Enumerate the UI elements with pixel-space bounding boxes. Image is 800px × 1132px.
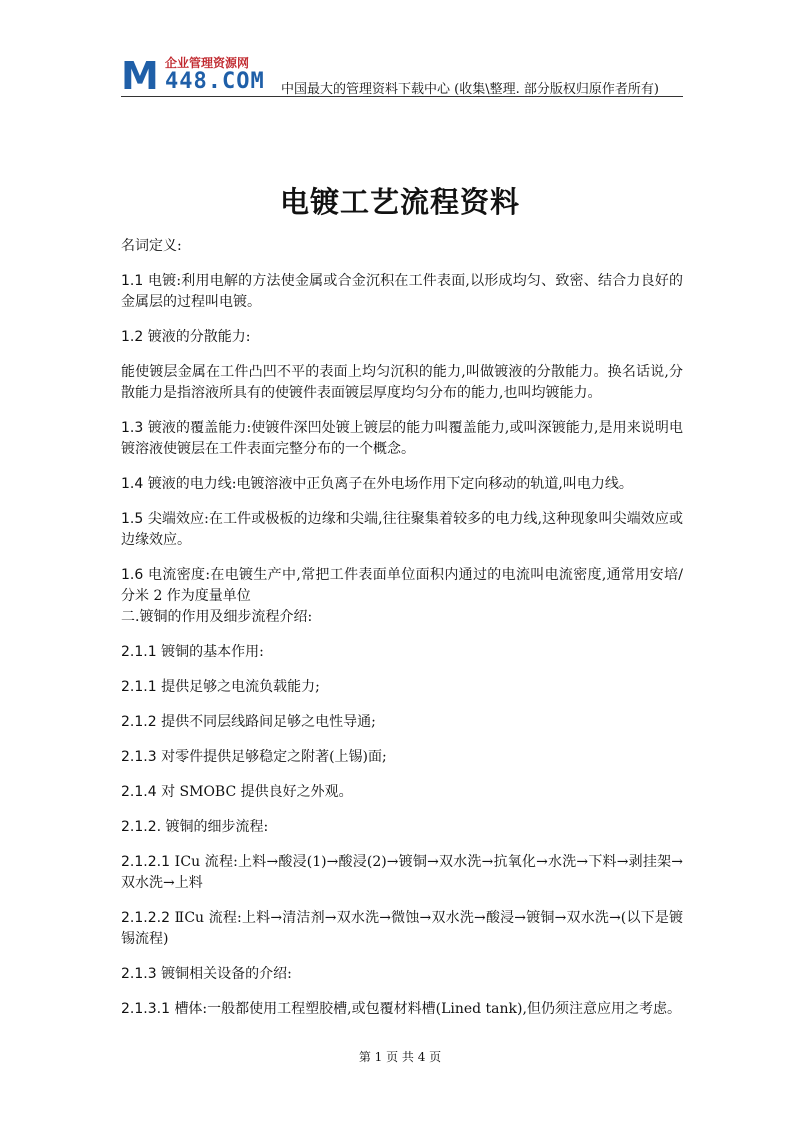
section-number: 2.1.2 bbox=[121, 714, 157, 730]
paragraph-text: ⅡCu 流程:上料→清洁剂→双水洗→微蚀→双水洗→酸浸→镀铜→双水洗→(以下是镀锡流程) bbox=[121, 910, 683, 947]
paragraph bbox=[121, 677, 683, 698]
logo-mark: M bbox=[121, 54, 157, 98]
paragraph bbox=[121, 747, 683, 768]
section-number: 2.1.3.1 bbox=[121, 1001, 170, 1017]
paragraph bbox=[121, 236, 683, 257]
section-number: 2.1.3 bbox=[121, 966, 157, 982]
paragraph bbox=[121, 964, 683, 985]
paragraph bbox=[121, 852, 683, 894]
section-number: 2.1.2.1 bbox=[121, 854, 170, 870]
section-number: 2.1.1 bbox=[121, 679, 157, 695]
paragraph-text: 对零件提供足够稳定之附著(上锡)面; bbox=[161, 749, 387, 765]
section-number: 1.6 bbox=[121, 567, 144, 583]
section-number: 2.1.2. bbox=[121, 819, 162, 835]
paragraph-text: 名词定义: bbox=[121, 238, 182, 254]
paragraph-text: 对 SMOBC 提供良好之外观。 bbox=[161, 784, 353, 800]
paragraph bbox=[121, 509, 683, 551]
paragraph-text: 能使镀层金属在工件凸凹不平的表面上均匀沉积的能力,叫做镀液的分散能力。换名话说,分散能力是指溶液所具有的使镀件表面镀层厚度均匀分布的能力,也叫均镀能力。 bbox=[121, 364, 683, 401]
paragraph-text: 电流密度:在电镀生产中,常把工件表面单位面积内通过的电流叫电流密度,通常用安培/分米 2 作为度量单位 bbox=[121, 567, 683, 604]
section-number: 2.1.1 bbox=[121, 644, 157, 660]
page-footer: 第 1 页 共 4 页 bbox=[358, 1050, 442, 1064]
paragraph-text: 镀液的分散能力: bbox=[147, 329, 251, 345]
header-divider bbox=[121, 96, 683, 97]
paragraph-text: 槽体:一般都使用工程塑胶槽,或包覆材料槽(Lined tank),但仍须注意应用之考虑。 bbox=[174, 1001, 681, 1017]
site-note: (收集\整理. 部分版权归原作者所有) bbox=[454, 82, 659, 97]
section-number: 1.2 bbox=[121, 329, 144, 345]
paragraph bbox=[121, 474, 683, 495]
logo-domain: 448.COM bbox=[165, 69, 265, 94]
paragraph-text: 提供足够之电流负载能力; bbox=[161, 679, 320, 695]
section-number: 1.1 bbox=[121, 273, 144, 289]
section-number: 2.1.4 bbox=[121, 784, 157, 800]
section-number: 1.5 bbox=[121, 511, 144, 527]
paragraph-text: 尖端效应:在工件或极板的边缘和尖端,往往聚集着较多的电力线,这种现象叫尖端效应或边缘效应。 bbox=[121, 511, 683, 548]
paragraph-text: 提供不同层线路间足够之电性导通; bbox=[161, 714, 376, 730]
document-body bbox=[121, 236, 683, 1034]
paragraph bbox=[121, 418, 683, 460]
paragraph bbox=[121, 817, 683, 838]
paragraph-text: 电镀:利用电解的方法使金属或合金沉积在工件表面,以形成均匀、致密、结合力良好的金属层的过程叫电镀。 bbox=[121, 273, 684, 310]
page-header bbox=[121, 52, 683, 98]
paragraph-text: 镀铜的基本作用: bbox=[161, 644, 264, 660]
paragraph-text: 镀液的覆盖能力:使镀件深凹处镀上镀层的能力叫覆盖能力,或叫深镀能力,是用来说明电镀溶液使镀层在工件表面完整分布的一个概念。 bbox=[121, 420, 683, 457]
paragraph-text: 镀铜的细步流程: bbox=[165, 819, 269, 835]
site-title: 中国最大的管理资料下载中心 bbox=[281, 82, 451, 97]
section-number: 1.4 bbox=[121, 476, 144, 492]
paragraph-text: ⅠCu 流程:上料→酸浸(1)→酸浸(2)→镀铜→双水洗→抗氧化→水洗→下料→剥挂架→双水洗→上料 bbox=[121, 854, 683, 891]
paragraph-text: 二.镀铜的作用及细步流程介绍: bbox=[121, 609, 313, 625]
paragraph bbox=[121, 362, 683, 404]
paragraph bbox=[121, 565, 683, 607]
paragraph-text: 镀液的电力线:电镀溶液中正负离子在外电场作用下定向移动的轨道,叫电力线。 bbox=[147, 476, 633, 492]
paragraph bbox=[121, 327, 683, 348]
paragraph bbox=[121, 712, 683, 733]
paragraph-text: 镀铜相关设备的介绍: bbox=[161, 966, 292, 982]
section-number: 2.1.3 bbox=[121, 749, 157, 765]
section-number: 1.3 bbox=[121, 420, 144, 436]
paragraph bbox=[121, 782, 683, 803]
logo-tagline: 企业管理资源网 bbox=[165, 56, 250, 70]
site-logo[interactable] bbox=[121, 52, 271, 96]
section-number: 2.1.2.2 bbox=[121, 910, 170, 926]
paragraph bbox=[121, 999, 683, 1020]
document-title: 电镀工艺流程资料 bbox=[279, 185, 520, 219]
paragraph bbox=[121, 271, 683, 313]
paragraph bbox=[121, 908, 683, 950]
paragraph bbox=[121, 642, 683, 663]
header-caption bbox=[281, 78, 659, 97]
paragraph bbox=[121, 607, 683, 628]
